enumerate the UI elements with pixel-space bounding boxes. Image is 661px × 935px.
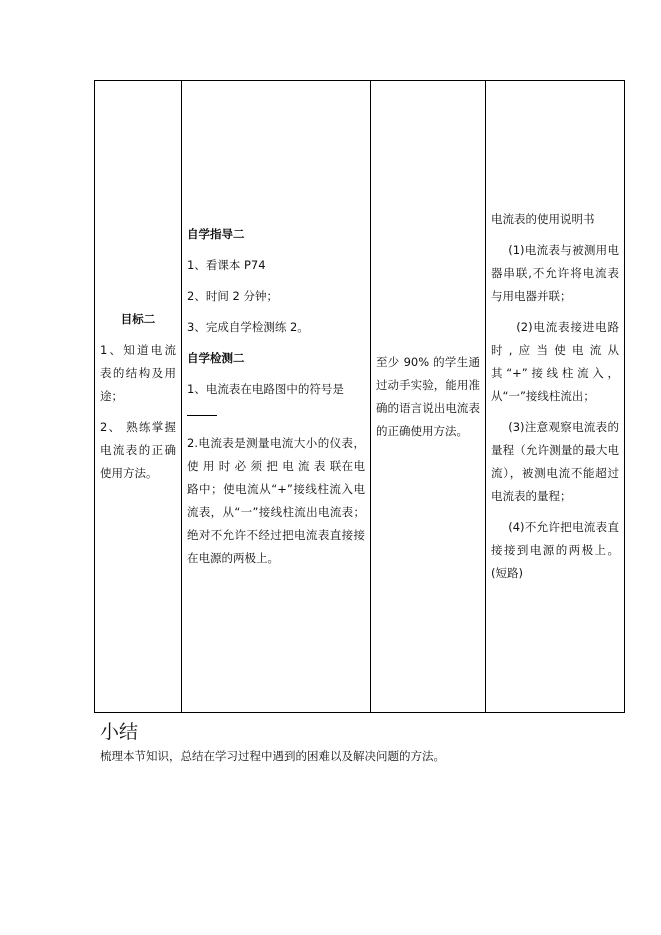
table-row bbox=[95, 81, 625, 713]
objective-item: 1、知道电流表的结构及用途； bbox=[100, 343, 176, 403]
goal-cell bbox=[371, 81, 486, 713]
instruction-item: (4)不允许把电流表直接接到电源的两极上。(短路) bbox=[491, 520, 619, 580]
instructions-cell bbox=[486, 81, 625, 713]
goal-text: 至少 90% 的学生通过动手实验，能用准确的语言说出电流表的正确使用方法。 bbox=[376, 354, 480, 438]
test-item: 2.电流表是测量电流大小的仪表，使 用 时 必 须 把 电 流 表 联在电路中；使电流从“+”接线柱流入电流表，从“一”接线柱流出电流表；绝对不允许不经过把电流表直接接在电源的两极上。 bbox=[187, 436, 365, 565]
guide-item: 2、时间 2 分钟； bbox=[187, 289, 278, 303]
test-heading: 自学检测二 bbox=[187, 351, 245, 365]
guide-heading: 自学指导二 bbox=[187, 227, 245, 241]
summary-title: 小结 bbox=[100, 721, 139, 743]
test-item bbox=[187, 378, 365, 424]
self-study-cell bbox=[182, 81, 371, 713]
instructions-title: 电流表的使用说明书 bbox=[491, 212, 595, 226]
summary-text: 梳理本节知识，总结在学习过程中遇到的困难以及解决问题的方法。 bbox=[100, 749, 445, 763]
instruction-item: (2)电流表接进电路时,应当使电流从其“+”接线柱流入，从“一”接线柱流出； bbox=[491, 320, 619, 403]
test-item-text: 1、电流表在电路图中的符号是 bbox=[187, 382, 344, 396]
instruction-item: (1)电流表与被测用电器串联,不允许将电流表与用电器并联； bbox=[491, 243, 619, 303]
guide-item: 1、看课本 P74 bbox=[187, 258, 266, 272]
objective-heading: 目标二 bbox=[120, 312, 156, 326]
lesson-table bbox=[94, 80, 625, 713]
guide-item: 3、完成自学检测练 2。 bbox=[187, 320, 309, 334]
instruction-item: (3)注意观察电流表的量程（允许测量的最大电流），被测电流不能超过电流表的量程； bbox=[491, 420, 619, 503]
objective-cell bbox=[95, 81, 182, 713]
answer-blank bbox=[187, 401, 217, 416]
objective-item: 2、 熟练掌握电流表的正确使用方法。 bbox=[100, 420, 176, 480]
